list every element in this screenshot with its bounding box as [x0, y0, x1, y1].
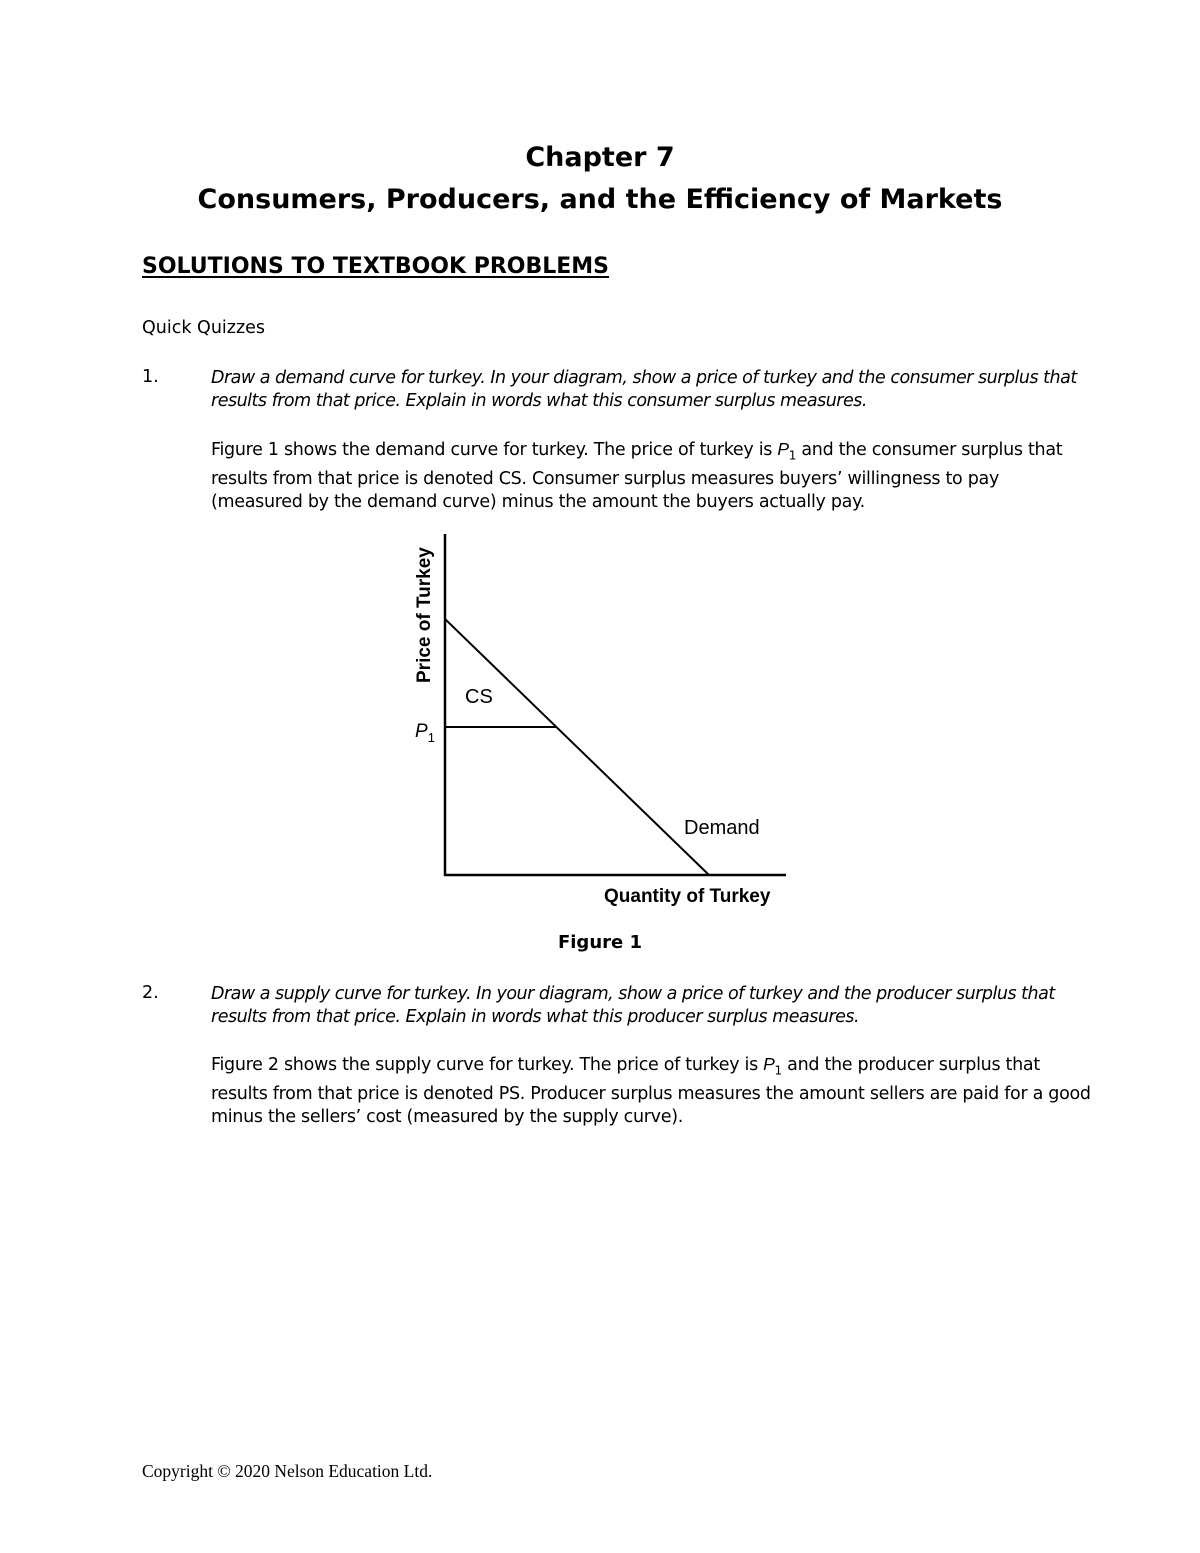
answer-2 — [211, 1053, 1091, 1129]
y-axis-label: Price of Turkey — [414, 547, 435, 683]
chapter-number: Chapter 7 — [525, 142, 675, 173]
answer-2-text-b: and the producer surplus that results from that price is denoted PS. Producer surplus measures the amount sellers are paid for a good minus the sellers’ cost (measured by the supply curve). — [211, 1055, 1091, 1127]
figure-1-diagram — [400, 520, 800, 915]
answer-1-text-b: and the consumer surplus that results from that price is denoted CS. Consumer surplus measures buyers’ willingness to pay (measured by the demand curve) minus the amount the buyers actually pay. — [211, 440, 1063, 512]
answer-1 — [211, 438, 1091, 514]
demand-curve-label: Demand — [684, 817, 760, 839]
cs-area-label: CS — [465, 686, 493, 708]
answer-2-price-var: P — [763, 1054, 775, 1074]
figure-1-caption: Figure 1 — [557, 932, 643, 953]
quick-quizzes-heading: Quick Quizzes — [142, 318, 266, 338]
price-label-var: P — [415, 721, 428, 742]
price-label-sub: 1 — [427, 730, 435, 745]
item-number-1: 1. — [142, 367, 159, 387]
copyright-footer: Copyright © 2020 Nelson Education Ltd. — [142, 1461, 433, 1481]
x-axis-label: Quantity of Turkey — [604, 886, 771, 907]
answer-1-price-var: P — [777, 439, 789, 459]
question-1: Draw a demand curve for turkey. In your diagram, show a price of turkey and the consumer surplus that results from that price. Explain in words what this consumer surplus measures. — [211, 368, 1077, 411]
price-label — [415, 721, 435, 745]
question-2: Draw a supply curve for turkey. In your diagram, show a price of turkey and the producer surplus that results from that price. Explain in words what this producer surplus measures. — [211, 984, 1055, 1027]
answer-2-price-sub: 1 — [774, 1063, 782, 1078]
chapter-title: Consumers, Producers, and the Efficiency of Markets — [197, 184, 1003, 215]
answer-1-text-a: Figure 1 shows the demand curve for turkey. The price of turkey is — [211, 440, 778, 460]
demand-curve — [445, 619, 709, 875]
answer-2-text-a: Figure 2 shows the supply curve for turkey. The price of turkey is — [211, 1055, 764, 1075]
section-heading: SOLUTIONS TO TEXTBOOK PROBLEMS — [142, 254, 610, 279]
answer-1-price-sub: 1 — [788, 448, 797, 463]
item-number-2: 2. — [142, 983, 159, 1003]
